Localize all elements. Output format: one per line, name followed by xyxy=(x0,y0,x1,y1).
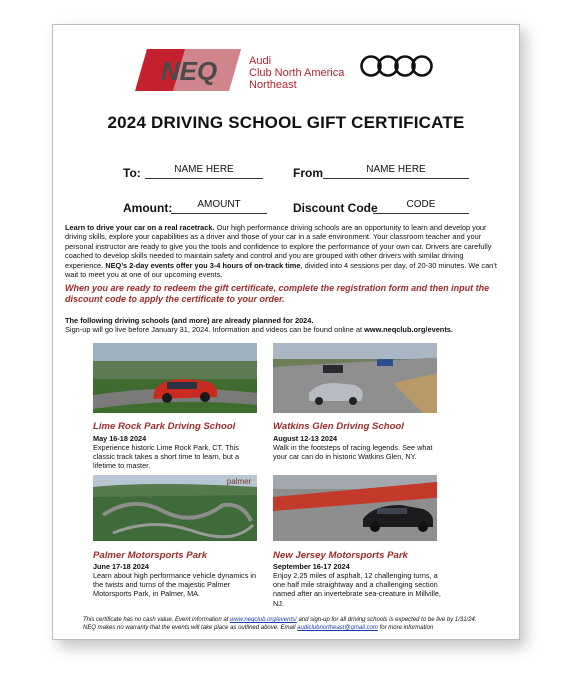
lime-rock-photo xyxy=(93,343,257,413)
footer-email-link[interactable]: audiclubnortheast@gmail.com xyxy=(297,625,378,631)
event-title-new-jersey: New Jersey Motorsports Park xyxy=(273,550,408,561)
event-title-lime-rock: Lime Rock Park Driving School xyxy=(93,421,236,432)
discount-code-label: Discount Code xyxy=(293,201,378,215)
event-date-new-jersey: September 16-17 2024 xyxy=(273,562,350,571)
intro-body: Our high performance driving schools are an opportunity to learn and develop your driving skills, explore your capabilities as a driver and those of your car in a safe environment. Your classroom teacher and your personal instructor are ready to give you the tools and confidence to explore the performance of your own car. Drivers are carefully coached to develop skills needed to maintain safety and control and you are grouped with other drivers with similar driving experience. xyxy=(65,223,492,270)
club-line-audi: Audi xyxy=(249,55,272,67)
audi-rings-logo xyxy=(359,54,435,78)
event-desc-watkins-glen: Walk in the footsteps of racing legends. See what your car can do in historic Watkins Glen, NY. xyxy=(273,443,433,462)
redeem-callout: When you are ready to redeem the gift certificate, complete the registration form and then input the discount code to apply the certificate to your order. xyxy=(65,283,490,304)
event-title-palmer: Palmer Motorsports Park xyxy=(93,550,208,561)
palmer-photo xyxy=(93,475,257,545)
discount-code-field: CODE xyxy=(373,199,469,214)
amount-label: Amount: xyxy=(123,201,173,215)
event-desc-lime-rock: Experience historic Lime Rock Park, CT. This classic track takes a short time to learn, but a lifetime to master. xyxy=(93,443,239,471)
planned-schools-note xyxy=(65,316,505,335)
footer-part2: and sign-up for all driving schools is expected to be live by 1/31/24. NEQ makes no warranty that the events will take place as outlined above. Email xyxy=(83,617,477,631)
intro-lead: Learn to drive your car on a real racetrack. xyxy=(65,223,215,232)
event-date-lime-rock: May 16-18 2024 xyxy=(93,434,147,443)
event-title-watkins-glen: Watkins Glen Driving School xyxy=(273,421,404,432)
footer-events-link[interactable]: www.neqclub.org/events/ xyxy=(230,617,297,623)
footer-disclaimer xyxy=(83,616,491,632)
intro-bold-mid: NEQ’s 2-day events offer you 3-4 hours of on-track time xyxy=(105,260,301,270)
svg-text:palmer: palmer xyxy=(226,477,252,486)
certificate-title: 2024 DRIVING SCHOOL GIFT CERTIFICATE xyxy=(107,113,465,132)
planned-heading: The following driving schools (and more) are already planned for 2024. xyxy=(65,316,314,325)
intro-paragraph xyxy=(65,223,503,279)
event-date-palmer: June 17-18 2024 xyxy=(93,562,149,571)
club-line-northeast: Northeast xyxy=(249,79,297,91)
club-name xyxy=(249,55,344,91)
new-jersey-photo xyxy=(273,475,437,545)
footer-part3: for more information xyxy=(377,625,434,631)
event-desc-palmer: Learn about high performance vehicle dynamics in the twists and turns of the majestic Palmer Motorsports Park, in Palmer, MA. xyxy=(93,571,257,599)
from-label: From xyxy=(293,166,323,180)
club-line-north-america: Club North America xyxy=(249,67,345,79)
event-desc-new-jersey: Enjoy 2.25 miles of asphalt, 12 challenging turns, a one half mile straightway and a challenging section named after an invertebrate sea-creature in Millville, NJ. xyxy=(273,571,441,608)
planned-line2: Sign-up will go live before January 31, 2024. Information and videos can be found online at xyxy=(65,325,365,335)
from-field: NAME HERE xyxy=(323,164,469,179)
event-date-watkins-glen: August 12-13 2024 xyxy=(273,434,338,443)
to-label: To: xyxy=(123,166,141,180)
certificate-page xyxy=(52,24,520,640)
neq-logo xyxy=(133,47,243,93)
intro-tail: , divided into 4 sessions per day, of 20-30 minutes. We can’t wait to meet you at one of our upcoming events. xyxy=(65,260,497,280)
footer-part1: This certificate has no cash value. Event information at xyxy=(83,617,231,623)
events-link[interactable]: www.neqclub.org/events. xyxy=(364,325,453,335)
to-field: NAME HERE xyxy=(145,164,263,179)
amount-field: AMOUNT xyxy=(171,199,267,214)
svg-text:NEQ: NEQ xyxy=(160,56,218,86)
watkins-glen-photo xyxy=(273,343,437,413)
